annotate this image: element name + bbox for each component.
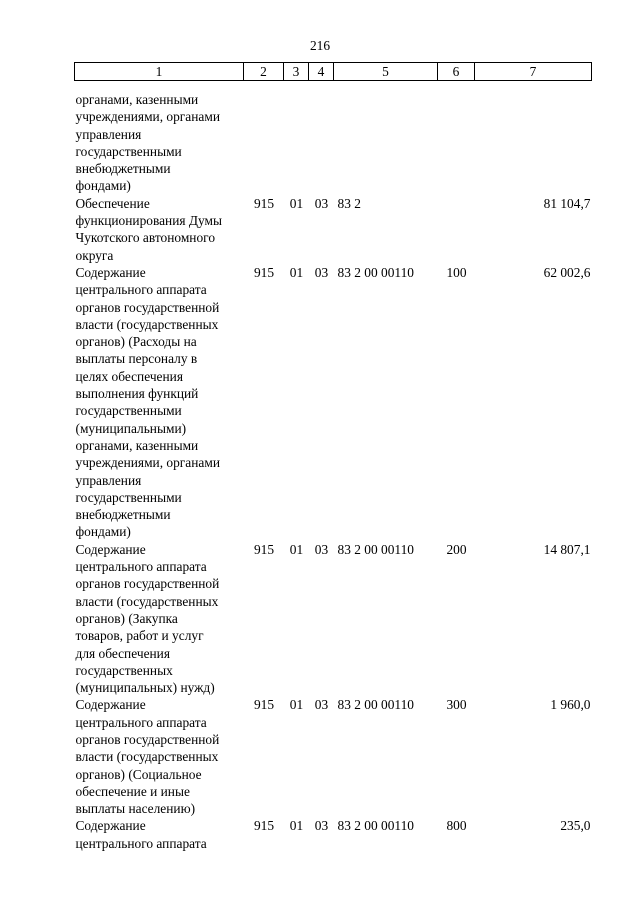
row-section	[284, 81, 309, 195]
row-subsection	[309, 81, 334, 195]
row-amount: 14 807,1	[543, 541, 591, 557]
row-target-code: 83 2 00 00110	[337, 264, 414, 280]
row-expense-type	[438, 195, 475, 264]
table-body	[75, 81, 592, 853]
row-name: Содержание центрального аппарата органов государственной власти (государственных органов) (Закупка товаров, работ и услуг для обеспечения государственных (муниципальных) нужд)	[75, 541, 220, 696]
header-col-1: 1	[75, 63, 244, 81]
budget-table	[74, 62, 592, 852]
table-row	[75, 696, 592, 817]
row-name: органами, казенными учреждениями, органами управления государственными внебюджетными фондами)	[75, 92, 220, 194]
header-col-5: 5	[334, 63, 438, 81]
row-amount: 62 002,6	[543, 264, 591, 280]
row-name: Содержание центрального аппарата органов государственной власти (государственных органов) (Расходы на выплаты персоналу в целях обеспечения выполнения функций государственными (муниципальными) органами, казенными учреждениями, органами управления государственными внебюджетными фондами)	[75, 264, 220, 540]
row-subsection: 03	[314, 697, 329, 713]
row-name: Обеспечение функционирования Думы Чукотского автономного округа	[75, 195, 223, 263]
row-section: 01	[289, 541, 304, 557]
row-subsection: 03	[314, 195, 329, 211]
row-name: Содержание центрального аппарата	[75, 818, 207, 851]
row-expense-type: 800	[446, 818, 467, 834]
row-grbs: 915	[253, 264, 275, 280]
header-row	[75, 63, 592, 81]
row-subsection: 03	[314, 264, 329, 280]
row-expense-type: 300	[446, 697, 467, 713]
header-col-4: 4	[309, 63, 334, 81]
row-subsection: 03	[314, 818, 329, 834]
row-section: 01	[289, 818, 304, 834]
row-grbs: 915	[253, 818, 275, 834]
table-header	[75, 63, 592, 81]
table-row	[75, 541, 592, 697]
header-col-7: 7	[475, 63, 592, 81]
row-section: 01	[289, 264, 304, 280]
table-row	[75, 195, 592, 264]
row-grbs	[244, 81, 284, 195]
row-section: 01	[289, 697, 304, 713]
row-grbs: 915	[253, 697, 275, 713]
row-section: 01	[289, 195, 304, 211]
row-grbs: 915	[253, 541, 275, 557]
header-col-3: 3	[284, 63, 309, 81]
page-number: 216	[309, 38, 331, 53]
header-col-2: 2	[244, 63, 284, 81]
row-subsection: 03	[314, 541, 329, 557]
row-amount: 81 104,7	[543, 195, 591, 211]
row-expense-type: 200	[446, 541, 467, 557]
row-expense-type	[438, 81, 475, 195]
row-target-code: 83 2	[337, 195, 361, 211]
table-row	[75, 264, 592, 541]
row-amount	[475, 81, 592, 195]
row-target-code: 83 2 00 00110	[337, 818, 414, 834]
row-name: Содержание центрального аппарата органов государственной власти (государственных органов) (Социальное обеспечение и иные выплаты населению)	[75, 697, 220, 817]
row-target-code	[334, 81, 438, 195]
table-row	[75, 81, 592, 195]
row-grbs: 915	[253, 195, 275, 211]
row-amount: 235,0	[560, 818, 591, 834]
table-row	[75, 817, 592, 852]
row-expense-type: 100	[446, 264, 467, 280]
row-target-code: 83 2 00 00110	[337, 697, 414, 713]
row-amount: 1 960,0	[550, 697, 591, 713]
row-target-code: 83 2 00 00110	[337, 541, 414, 557]
header-col-6: 6	[438, 63, 475, 81]
